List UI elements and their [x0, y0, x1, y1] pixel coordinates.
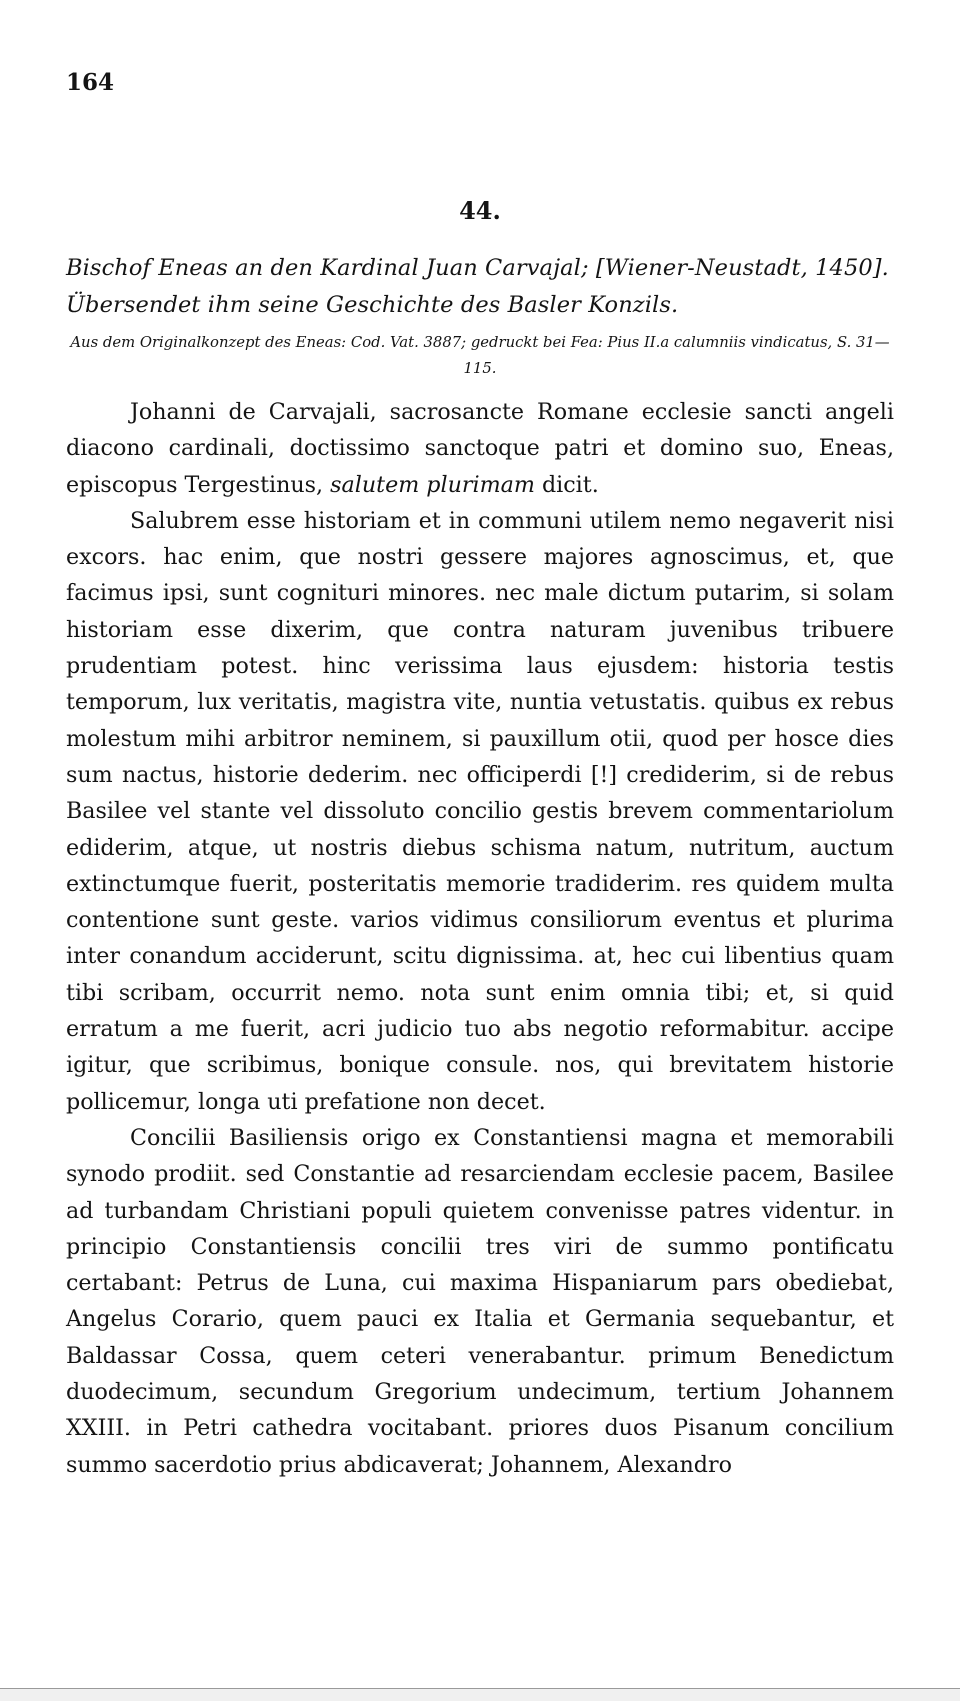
page-number: 164	[66, 69, 115, 96]
body-text	[66, 394, 894, 1483]
scan-bottom-edge	[0, 1688, 960, 1701]
document-number: 44.	[459, 196, 501, 225]
salutation-end: dicit.	[534, 471, 599, 498]
paragraph-council-origin: Concilii Basiliensis origo ex Constantiensi magna et memorabili synodo prodiit. sed Constantie ad resarciendam ecclesie pacem, Basilee ad turbandam Christiani populi quietem convenisse patres videntur. in principio Constantiensis concilii tres viri de summo pontificatu certabant: Petrus de Luna, cui maxima Hispaniarum pars obediebat, Angelus Corario, quem pauci ex Italia et Germania sequebantur, et Baldassar Cossa, quem ceteri venerabantur. primum Benedictum duodecimum, secundum Gregorium undecimum, tertium Johannem XXIII. in Petri cathedra vocitabant. priores duos Pisanum concilium summo sacerdotio prius abdicaverat; Johannem, Alexandro	[66, 1124, 894, 1478]
paragraph-preface: Salubrem esse historiam et in communi utilem nemo negaverit nisi excors. hac enim, que nostri gessere majores agnoscimus, et, que facimus ipsi, sunt cognituri minores. nec male dictum putarim, si solam historiam esse dixerim, que contra naturam juvenibus tribuere prudentiam potest. hinc verissima laus ejusdem: historia testis temporum, lux veritatis, magistra vite, nuntia vetustatis. quibus ex rebus molestum mihi arbitror neminem, si pauxillum otii, quod per hosce dies sum nactus, historie dederim. nec officiperdi [!] crediderim, si de rebus Basilee vel stante vel dissoluto concilio gestis brevem commentariolum ediderim, atque, ut nostris diebus schisma natum, nutritum, auctum extinctumque fuerit, posteritatis memorie tradiderim. res quidem multa contentione sunt geste. varios vidimus consiliorum eventus et plurima inter conandum acciderunt, scitu dignissima. at, hec cui libentius quam tibi scribam, occurrit nemo. nota sunt enim omnia tibi; et, si quid erratum a me fuerit, acri judicio tuo abs negotio reformabitur. accipe igitur, que scribimus, bonique consule. nos, qui brevitatem historie pollicemur, longa uti prefatione non decet.	[66, 507, 894, 1115]
salutation-emphasis: salutem plurimam	[330, 471, 535, 498]
document-heading: Bischof Eneas an den Kardinal Juan Carvajal; [Wiener-Neustadt, 1450]. Übersendet ihm seine Geschichte des Basler Konzils.	[66, 255, 889, 318]
paragraph-salutation	[66, 394, 894, 503]
salutation-text: Johanni de Carvajali, sacrosancte Romane ecclesie sancti angeli diacono cardinali, doctissimo sanctoque patri et domino suo, Eneas, episcopus Tergestinus,	[66, 399, 894, 498]
source-note: Aus dem Originalkonzept des Eneas: Cod. Vat. 3887; gedruckt bei Fea: Pius II.a calumniis vindicatus, S. 31—115.	[70, 334, 890, 377]
